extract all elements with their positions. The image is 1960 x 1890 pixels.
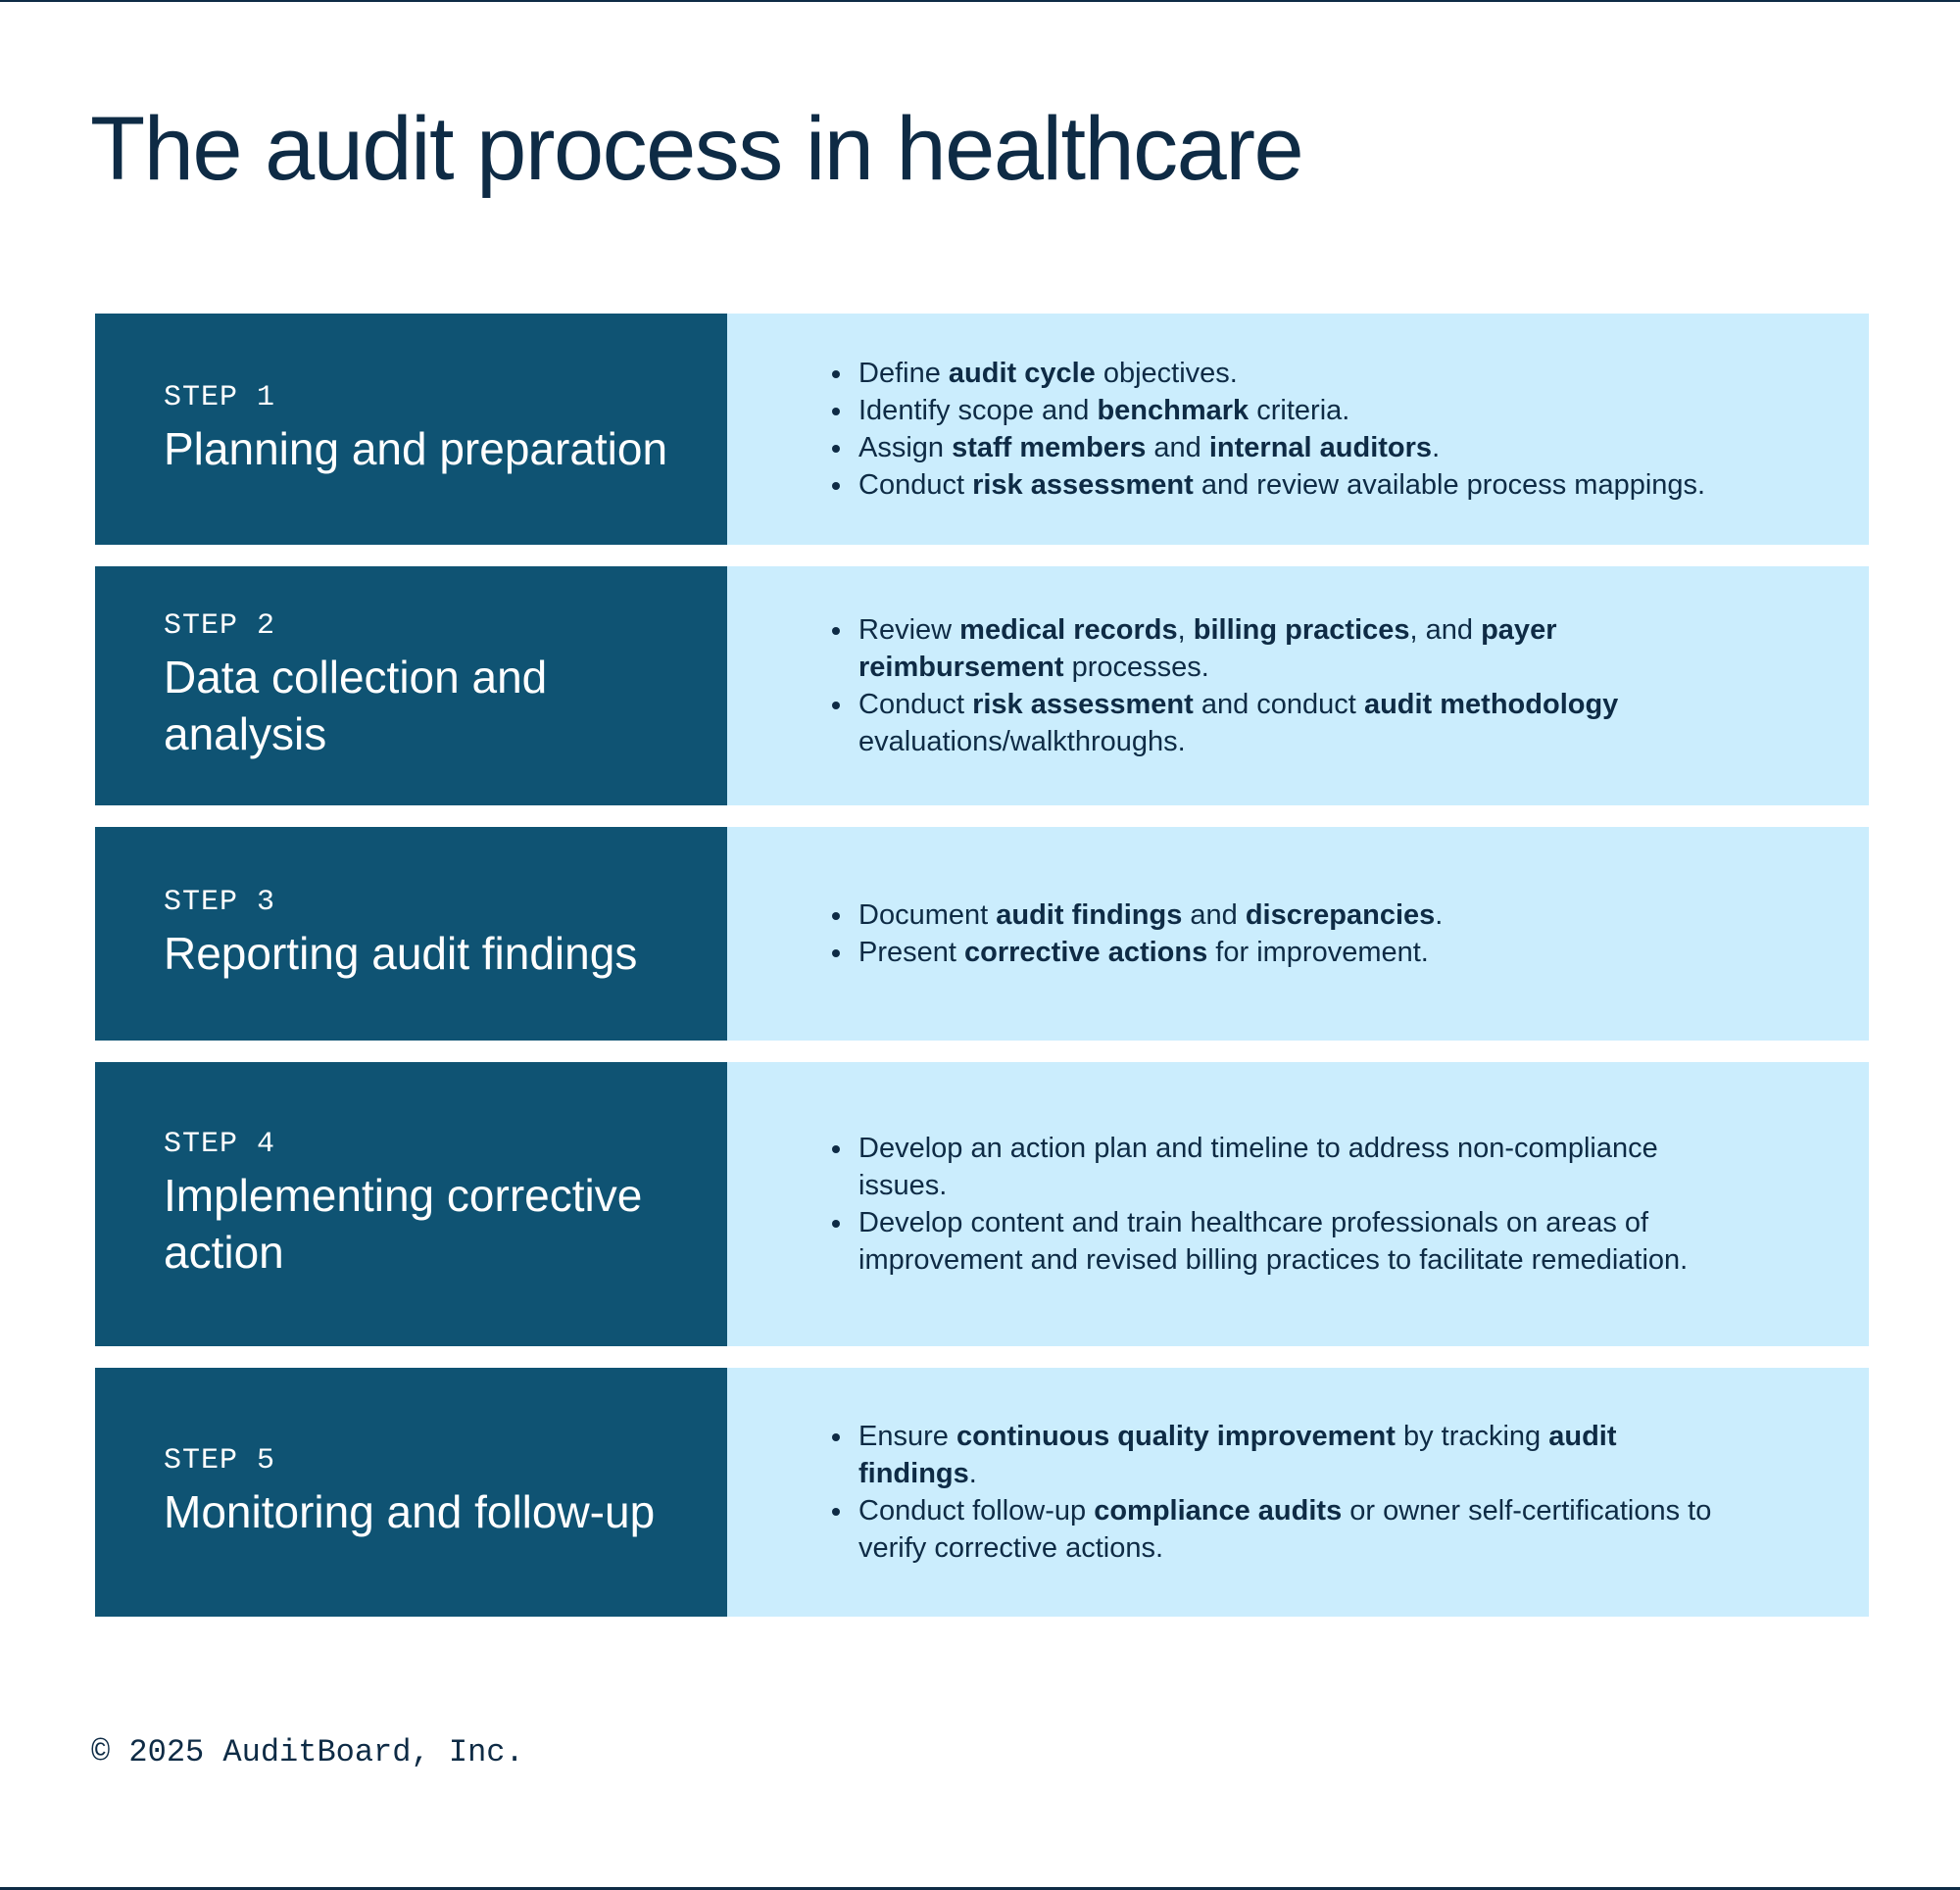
bold-term: staff members [952,432,1147,463]
copyright-notice: © 2025 AuditBoard, Inc. [91,1734,524,1770]
bold-term: corrective actions [964,937,1208,968]
bullet-text: Conduct follow-up [858,1495,1095,1527]
bullet-text: Conduct [858,469,973,501]
step-title: Reporting audit findings [164,928,638,979]
step-number: STEP 3 [164,886,276,919]
bullet-text: Develop an action plan and timeline to address non-compliance issues. [858,1133,1658,1201]
bullet-text: evaluations/walkthroughs. [858,726,1186,757]
bullet-text: and conduct [1193,689,1364,720]
step-title: Implementing corrective action [164,1170,643,1278]
step-bullet-list [825,897,1443,971]
step-bullet-item [855,1492,1722,1567]
step-bullet-item [855,466,1705,504]
bullet-text: by tracking [1395,1421,1549,1452]
bullet-text: and review available process mappings. [1193,469,1706,501]
step-bullet-list [825,1130,1722,1279]
step-bullet-item [855,686,1722,760]
bold-term: audit cycle [948,358,1096,389]
step-bullet-list [825,355,1705,504]
bold-term: audit findings [996,899,1183,931]
bullet-text: Conduct [858,689,973,720]
step-bullet-item [855,897,1443,934]
bold-term: discrepancies [1245,899,1436,931]
step-bullet-item [855,1418,1722,1492]
step-details-panel [727,1062,1869,1346]
step-details-panel [727,1368,1869,1617]
bullet-text: . [1432,432,1441,463]
bullet-text: Present [858,937,964,968]
top-rule [0,0,1960,2]
step-title: Data collection and analysis [164,652,548,759]
bullet-text: for improvement. [1207,937,1429,968]
step-bullet-item [855,611,1722,686]
step-details-panel [727,566,1869,805]
step-number: STEP 2 [164,609,276,643]
step-bullet-list [825,1418,1722,1567]
bullet-text: and [1146,432,1209,463]
bold-term: audit methodology [1363,689,1619,720]
step-row-3 [95,827,1869,1041]
step-number: STEP 4 [164,1128,276,1161]
step-bullet-item [855,934,1443,971]
bullet-text: processes. [1063,652,1209,683]
bold-term: risk assessment [972,469,1194,501]
bold-term: medical records [959,614,1178,646]
step-row-1 [95,314,1869,545]
bold-term: payer reimbursement [858,614,1557,683]
step-title: Monitoring and follow-up [164,1486,656,1537]
step-bullet-item [855,1130,1722,1204]
step-title: Planning and preparation [164,423,668,474]
bullet-text: Assign [858,432,953,463]
bold-term: benchmark [1097,395,1250,426]
bullet-text: . [968,1458,977,1489]
bullet-text: . [1435,899,1444,931]
step-bullet-list [825,611,1722,760]
step-header-panel [95,314,727,545]
bullet-text: Develop content and train healthcare professionals on areas of improvement and revised billing practices to facilitate remediation. [858,1207,1689,1276]
step-header-panel [95,566,727,805]
step-row-5 [95,1368,1869,1617]
bold-term: internal auditors [1208,432,1433,463]
bullet-text: Identify scope and [858,395,1098,426]
step-details-panel [727,314,1869,545]
step-bullet-item [855,392,1705,429]
step-row-2 [95,566,1869,805]
step-bullet-item [855,1204,1722,1279]
step-header-panel [95,1062,727,1346]
bold-term: continuous quality improvement [956,1421,1396,1452]
step-header-panel [95,827,727,1041]
step-header-panel [95,1368,727,1617]
bullet-text: objectives. [1095,358,1238,389]
bold-term: compliance audits [1094,1495,1343,1527]
bullet-text: and [1182,899,1246,931]
bullet-text: Ensure [858,1421,956,1452]
bullet-text: or owner self-certifications to verify corrective actions. [858,1495,1712,1564]
step-row-4 [95,1062,1869,1346]
bullet-text: , and [1409,614,1482,646]
step-bullet-item [855,429,1705,466]
step-number: STEP 1 [164,381,276,414]
bullet-text: criteria. [1249,395,1350,426]
step-details-panel [727,827,1869,1041]
bullet-text: Document [858,899,997,931]
bold-term: billing practices [1193,614,1410,646]
bold-term: audit findings [858,1421,1617,1489]
bold-term: risk assessment [972,689,1194,720]
step-bullet-item [855,355,1705,392]
page-title: The audit process in healthcare [90,99,1303,199]
bullet-text: , [1177,614,1194,646]
step-number: STEP 5 [164,1444,276,1478]
bullet-text: Review [858,614,960,646]
bullet-text: Define [858,358,949,389]
